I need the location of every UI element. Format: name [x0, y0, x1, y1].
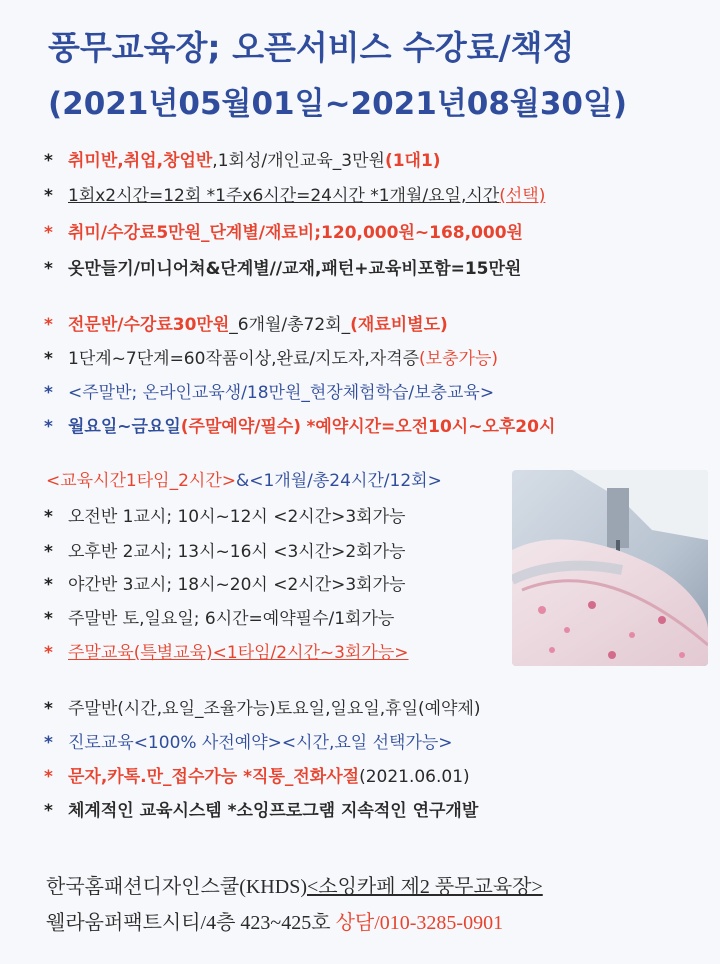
flyer-title: 풍무교육장; 오픈서비스 수강료/책정 [48, 28, 575, 67]
sewing-machine-photo [512, 470, 708, 666]
list-item: * 취미반,취업,창업반,1회성/개인교육_3만원(1대1) [44, 151, 441, 171]
schedule-special: * 주말교육(특별교육)<1타임/2시간~3회가능> [44, 643, 409, 663]
list-item: * 취미/수강료5만원_단계별/재료비;120,000원~168,000원 [44, 223, 523, 243]
list-item: * 문자,카톡.만_접수가능 *직통_전화사절(2021.06.01) [44, 767, 470, 787]
sewing-machine-icon [512, 470, 708, 666]
schedule-row: * 오후반 2교시; 13시~16시 <3시간>2회가능 [44, 542, 406, 562]
list-item: * 전문반/수강료30만원_6개월/총72회_(재료비별도) [44, 315, 448, 335]
list-item: * <주말반; 온라인교육생/18만원_현장체험학습/보충교육> [44, 383, 495, 403]
schedule-row: * 오전반 1교시; 10시~12시 <2시간>3회가능 [44, 507, 406, 527]
schedule-row: * 주말반 토,일요일; 6시간=예약필수/1회가능 [44, 609, 395, 629]
list-item: * 진로교육<100% 사전예약><시간,요일 선택가능> [44, 733, 453, 753]
list-item: * 1회x2시간=12회 *1주x6시간=24시간 *1개월/요일,시간(선택) [44, 186, 546, 206]
list-item: * 1단계~7단계=60작품이상,완료/지도자,자격증(보충가능) [44, 349, 498, 369]
schedule-heading: <교육시간1타임_2시간>&<1개월/총24시간/12회> [46, 471, 442, 491]
list-item: * 체계적인 교육시스템 *소잉프로그램 지속적인 연구개발 [44, 801, 479, 821]
footer-address: 웰라움퍼팩트시티/4층 423~425호 상담/010-3285-0901 [46, 912, 504, 934]
list-item: * 옷만들기/미니어쳐&단계별//교재,패턴+교육비포함=15만원 [44, 259, 522, 279]
flyer-period: (2021년05월01일~2021년08월30일) [48, 86, 628, 122]
list-item: * 월요일~금요일(주말예약/필수) *예약시간=오전10시~오후20시 [44, 417, 556, 437]
list-item: * 주말반(시간,요일_조율가능)토요일,일요일,휴일(예약제) [44, 699, 481, 719]
schedule-row: * 야간반 3교시; 18시~20시 <2시간>3회가능 [44, 575, 406, 595]
footer-school: 한국홈패션디자인스쿨(KHDS)<소잉카페 제2 풍무교육장> [46, 876, 543, 898]
